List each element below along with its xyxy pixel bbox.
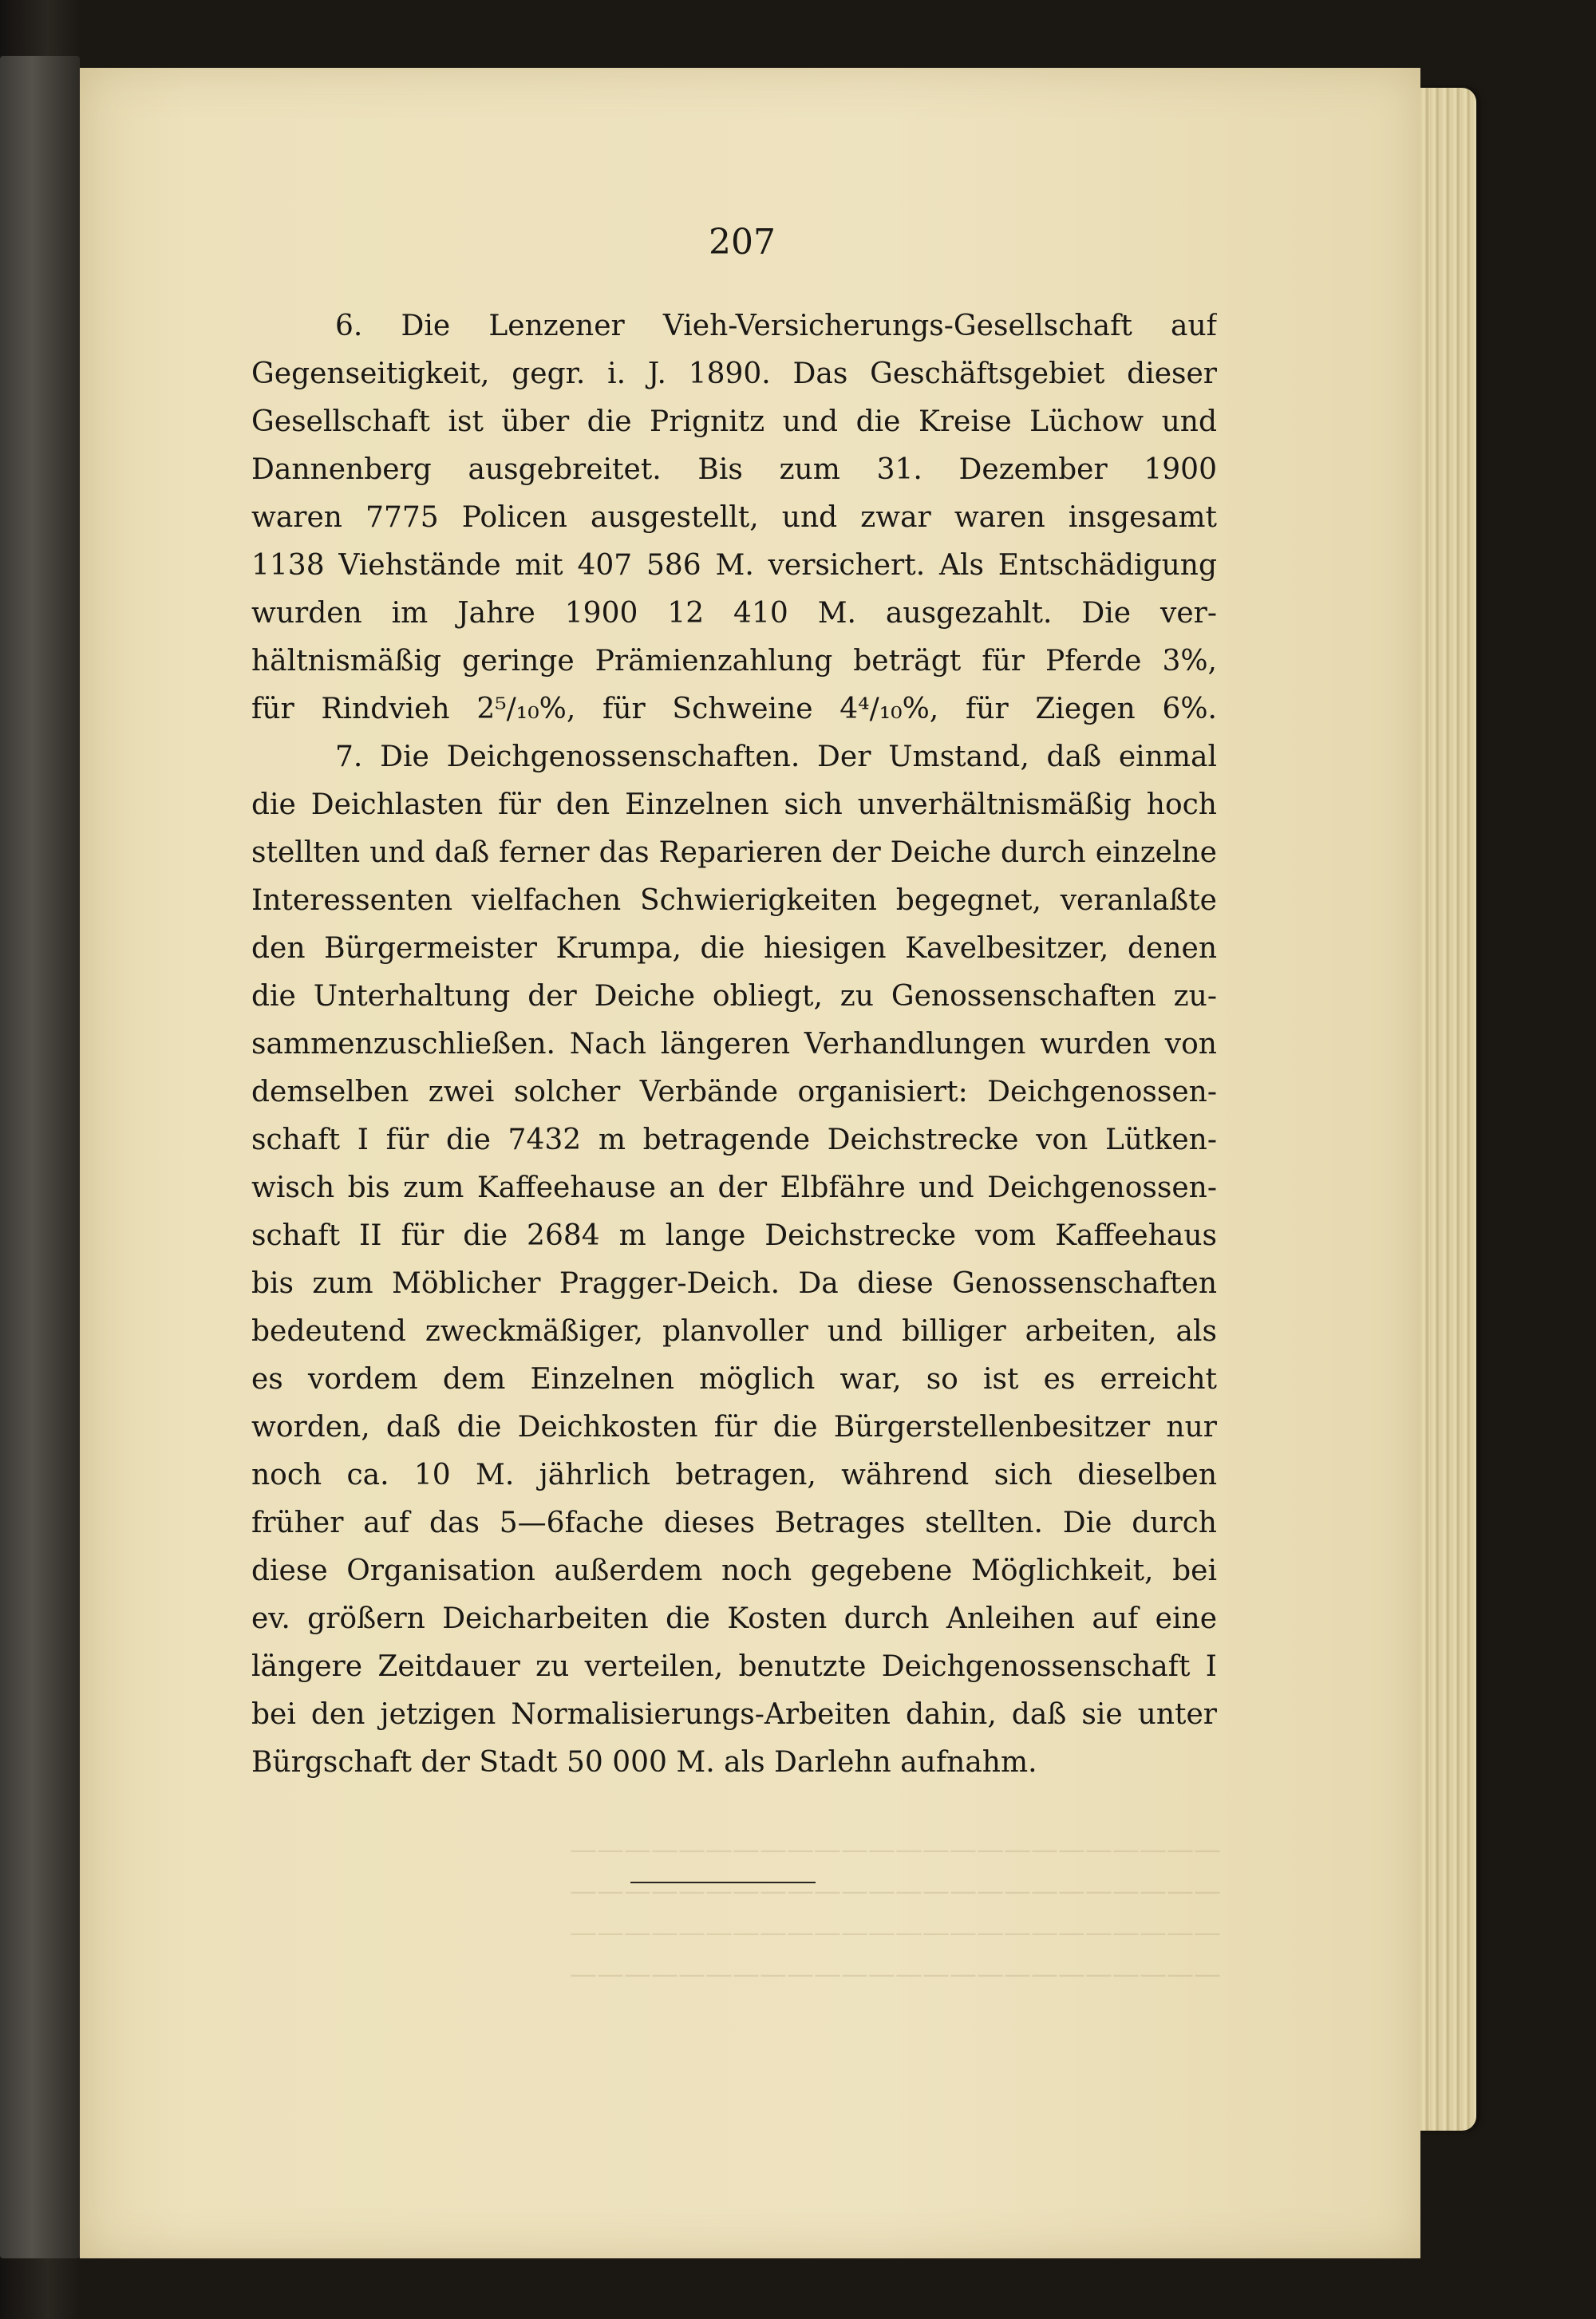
paragraph-6-line: 6. Die Lenzener Vieh-Versicherungs-Gesellschaft auf	[335, 310, 1217, 342]
paragraph-7-line: Interessenten vielfachen Schwierigkeiten begegnet, veranlaßte	[251, 884, 1217, 917]
paragraph-7-line: längere Zeitdauer zu verteilen, benutzte Deichgenossenschaft I	[251, 1650, 1217, 1683]
paragraph-7-line: sammenzuschließen. Nach längeren Verhandlungen wurden von	[251, 1028, 1217, 1061]
paragraph-7-line: die Unterhaltung der Deiche obliegt, zu Genossenschaften zu-	[251, 980, 1217, 1013]
page-number: 207	[709, 222, 776, 263]
paragraph-7-line: schaft II für die 2684 m lange Deichstrecke vom Kaffeehaus	[251, 1219, 1217, 1252]
paragraph-7-line: wisch bis zum Kaffeehause an der Elbfähre und Deichgenossen-	[251, 1171, 1217, 1204]
paragraph-7-line: demselben zwei solcher Verbände organisiert: Deichgenossen-	[251, 1076, 1217, 1108]
paragraph-7-line: es vordem dem Einzelnen möglich war, so ist es erreicht	[251, 1363, 1217, 1396]
paragraph-7-line: diese Organisation außerdem noch gegebene Möglichkeit, bei	[251, 1555, 1217, 1587]
paragraph-6-line: für Rindvieh 2⁵/₁₀%, für Schweine 4⁴/₁₀%, für Ziegen 6%.	[251, 693, 1217, 725]
paragraph-7-line: bei den jetzigen Normalisierungs-Arbeiten dahin, daß sie unter	[251, 1698, 1217, 1731]
paragraph-7-line: noch ca. 10 M. jährlich betragen, während sich dieselben	[251, 1459, 1217, 1491]
paragraph-7-line: ev. größern Deicharbeiten die Kosten durch Anleihen auf eine	[251, 1602, 1217, 1635]
section-divider	[630, 1882, 816, 1883]
paragraph-6-line: waren 7775 Policen ausgestellt, und zwar waren insgesamt	[251, 501, 1217, 534]
bleed-through: ———————————————————————— ———————————————————————— ———————————————————————— ————————————————————————	[570, 1834, 1221, 1990]
paragraph-7-line: worden, daß die Deichkosten für die Bürgerstellenbesitzer nur	[251, 1411, 1217, 1444]
paragraph-7-line: früher auf das 5—6fache dieses Betrages stellten. Die durch	[251, 1507, 1217, 1539]
paragraph-6-line: hältnismäßig geringe Prämienzahlung beträgt für Pferde 3%,	[251, 645, 1217, 678]
paragraph-7-line: Bürgschaft der Stadt 50 000 M. als Darlehn aufnahm.	[251, 1746, 1037, 1779]
paragraph-7-line: die Deichlasten für den Einzelnen sich unverhältnismäßig hoch	[251, 788, 1217, 821]
paragraph-7-line: den Bürgermeister Krumpa, die hiesigen Kavelbesitzer, denen	[251, 932, 1217, 965]
paragraph-6-line: Dannenberg ausgebreitet. Bis zum 31. Dezember 1900	[251, 453, 1217, 486]
paragraph-7-line: stellten und daß ferner das Reparieren der Deiche durch einzelne	[251, 836, 1217, 869]
paragraph-7-line: bis zum Möblicher Pragger-Deich. Da diese Genossenschaften	[251, 1267, 1217, 1300]
paragraph-6-line: Gesellschaft ist über die Prignitz und die Kreise Lüchow und	[251, 405, 1217, 438]
paragraph-7-line: 7. Die Deichgenossenschaften. Der Umstand, daß einmal	[335, 741, 1217, 773]
paragraph-6-line: wurden im Jahre 1900 12 410 M. ausgezahlt. Die ver-	[251, 597, 1217, 630]
paragraph-6-line: Gegenseitigkeit, gegr. i. J. 1890. Das Geschäftsgebiet dieser	[251, 358, 1217, 390]
paragraph-7-line: schaft I für die 7432 m betragende Deichstrecke von Lütken-	[251, 1124, 1217, 1156]
paragraph-7-line: bedeutend zweckmäßiger, planvoller und billiger arbeiten, als	[251, 1315, 1217, 1348]
paragraph-6-line: 1138 Viehstände mit 407 586 M. versichert. Als Entschädigung	[251, 549, 1217, 582]
